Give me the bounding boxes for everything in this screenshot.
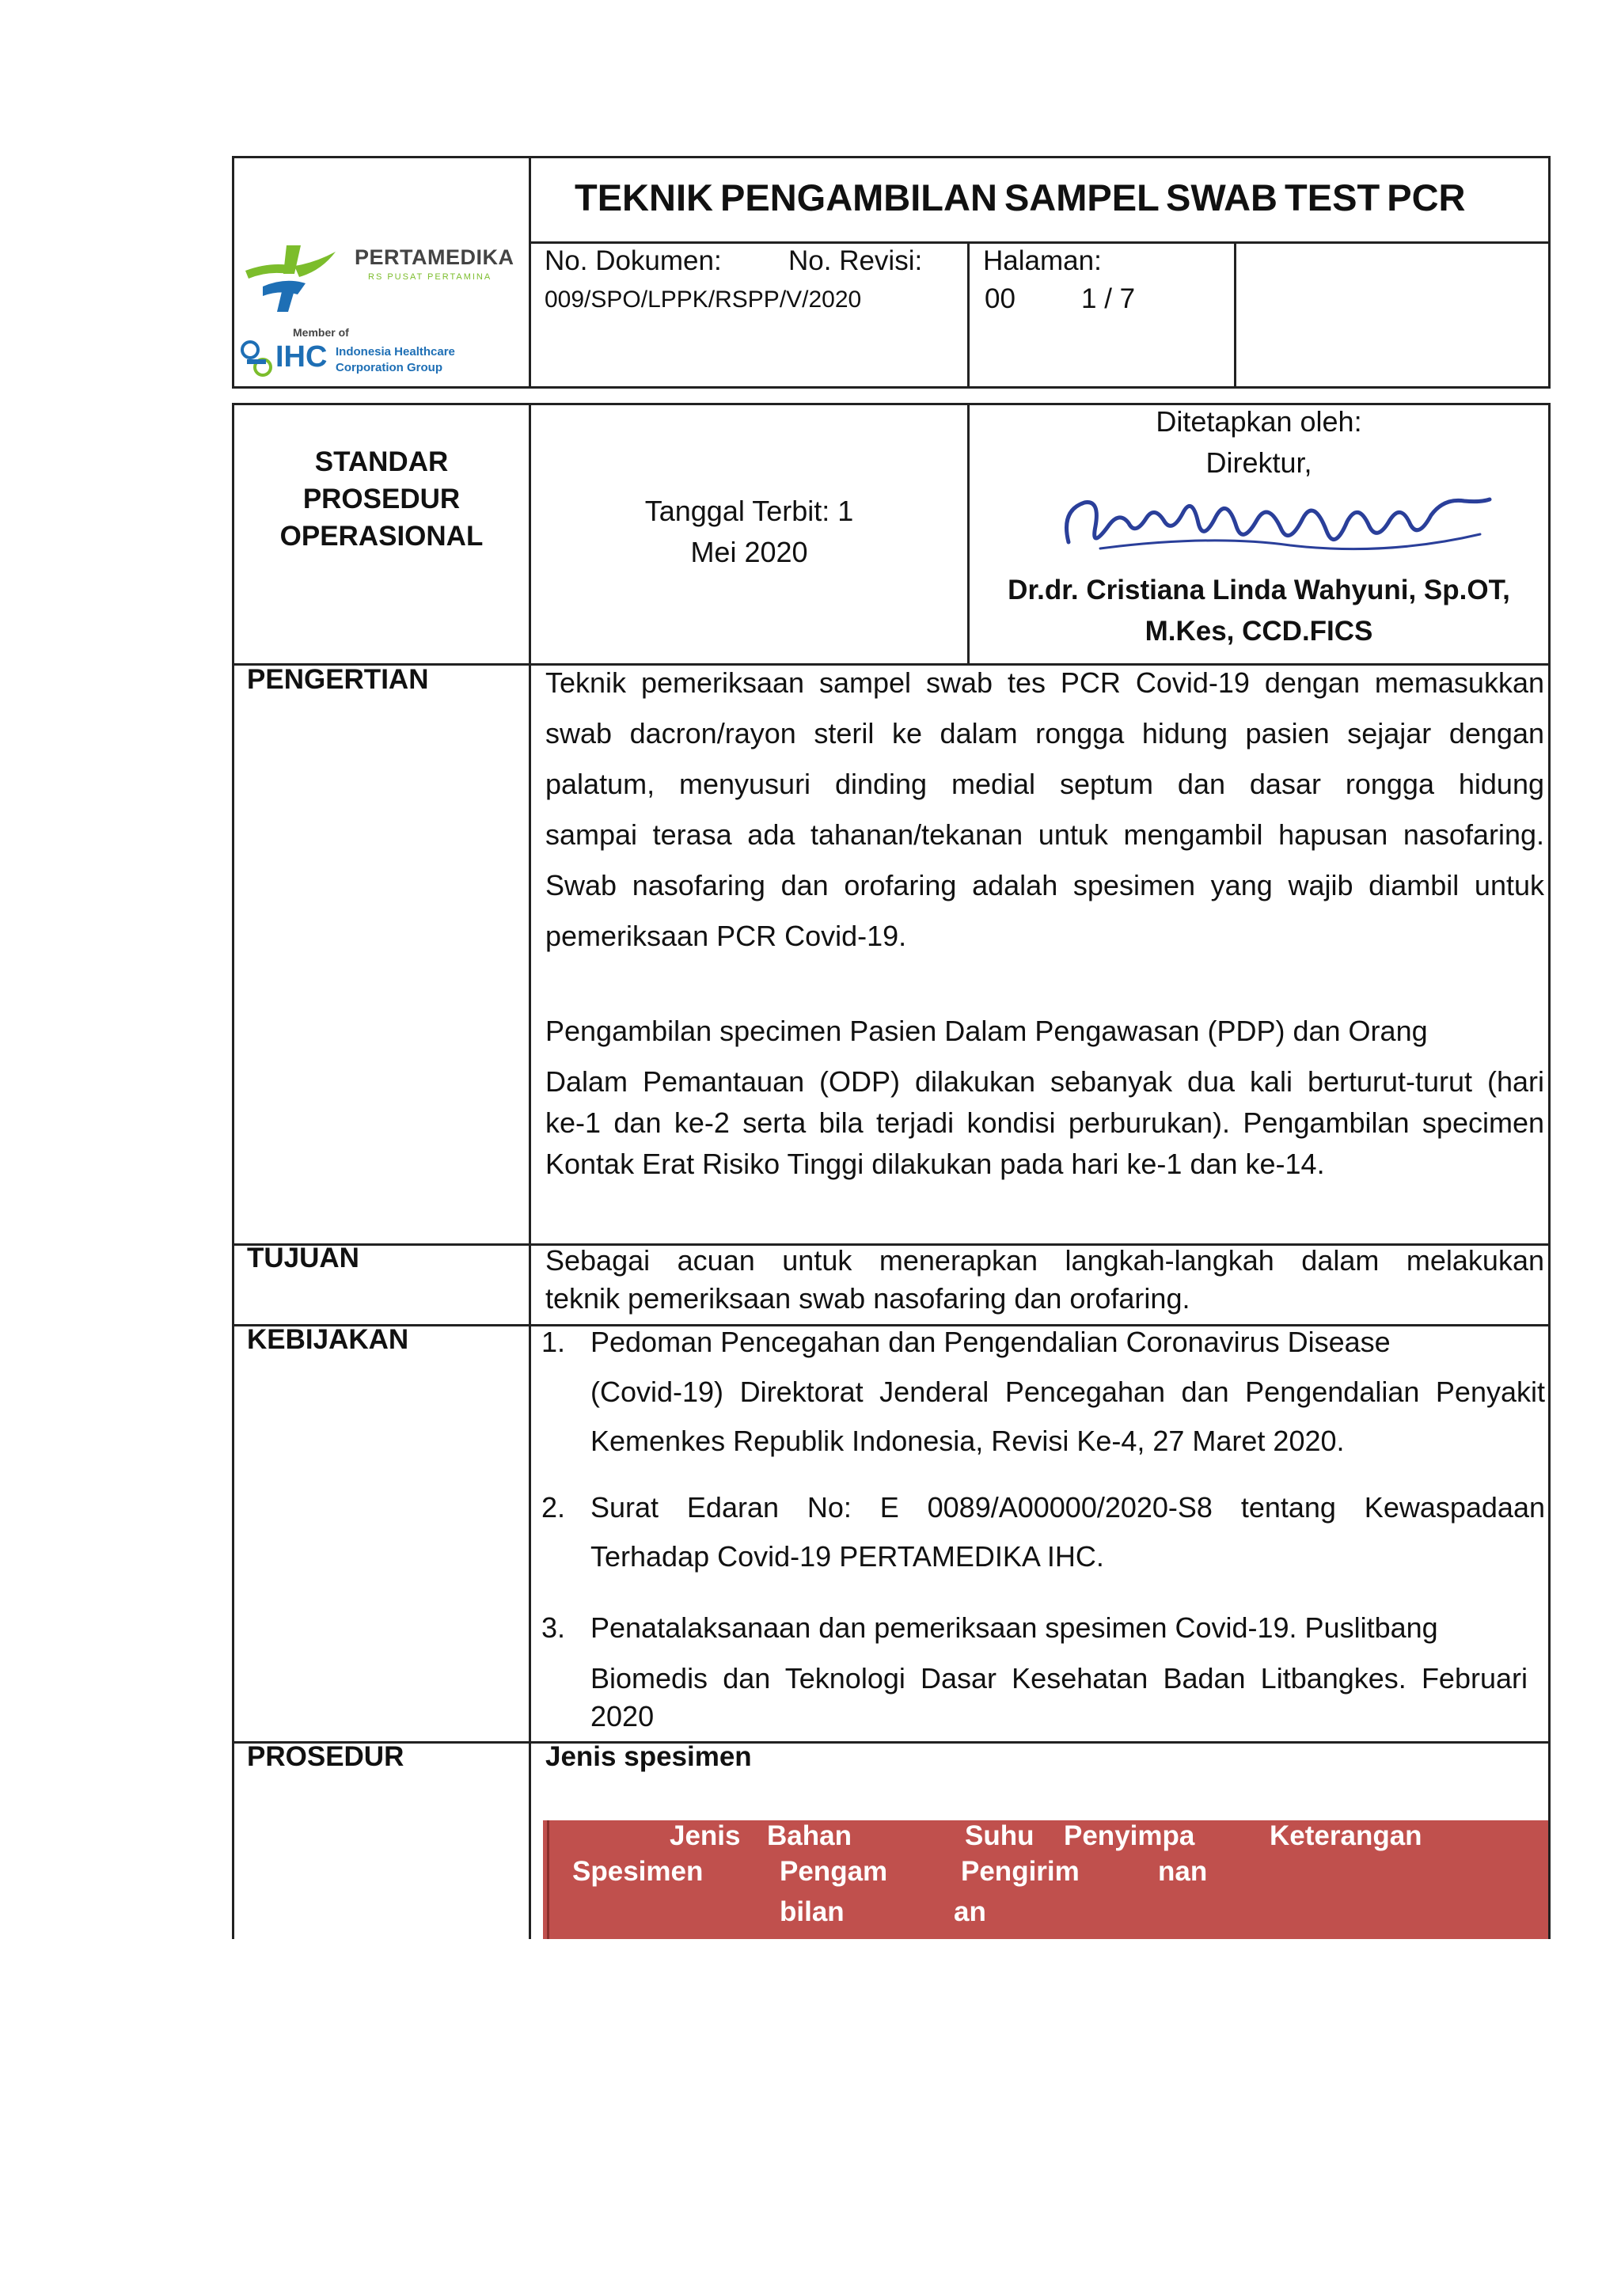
signature xyxy=(1053,479,1496,574)
rule xyxy=(232,156,234,389)
header-cell-jenis: Jenis xyxy=(670,1820,741,1851)
specimen-table-edge xyxy=(540,1820,543,1939)
pertamedika-brand: PERTAMEDIKA xyxy=(355,245,514,269)
pengertian-line: Teknik pemeriksaan sampel swab tes PCR Covid-19 dengan memasukkan xyxy=(545,666,1544,699)
specimen-table-edge xyxy=(547,1820,549,1939)
rule xyxy=(232,663,1551,666)
pengertian-line: Pengambilan specimen Pasien Dalam Pengawasan (PDP) dan Orang xyxy=(545,1015,1428,1047)
rule xyxy=(1548,663,1551,1939)
header-cell-suhu: Suhu xyxy=(965,1820,1034,1851)
rule xyxy=(1234,241,1236,389)
tujuan-line: teknik pemeriksaan swab nasofaring dan orofaring. xyxy=(545,1282,1190,1315)
rule xyxy=(529,663,531,1939)
rule xyxy=(232,386,1551,389)
doc-number-label: No. Dokumen: xyxy=(545,245,722,276)
kebijakan-line: Surat Edaran No: E 0089/A00000/2020-S8 tentang Kewaspadaan xyxy=(590,1491,1545,1524)
ihc-wordmark: IHC xyxy=(275,340,328,374)
kebijakan-line: Biomedis dan Teknologi Dasar Kesehatan Badan Litbangkes. Februari xyxy=(590,1662,1528,1694)
tujuan-line: Sebagai acuan untuk menerapkan langkah-langkah dalam melakukan xyxy=(545,1244,1544,1277)
kebijakan-line: Penatalaksanaan dan pemeriksaan spesimen Covid-19. Puslitbang xyxy=(590,1611,1438,1644)
tujuan-label: TUJUAN xyxy=(247,1243,359,1273)
signatory-name-line: Dr.dr. Cristiana Linda Wahyuni, Sp.OT, xyxy=(1008,575,1510,605)
header-cell-spesimen: Spesimen xyxy=(572,1856,704,1887)
revision-label: No. Revisi: xyxy=(788,245,923,276)
pengertian-line: palatum, menyusuri dinding medial septum dan dasar rongga hidung xyxy=(545,768,1544,800)
sop-line: STANDAR xyxy=(314,446,449,477)
pengertian-line: swab dacron/rayon steril ke dalam rongga hidung pasien sejajar dengan xyxy=(545,717,1544,750)
pertamedika-mark-icon xyxy=(239,239,342,314)
pengertian-line: sampai terasa ada tahanan/tekanan untuk mengambil hapusan nasofaring. xyxy=(545,818,1544,851)
kebijakan-label: KEBIJAKAN xyxy=(247,1324,409,1355)
signatory-name-line: M.Kes, CCD.FICS xyxy=(1145,616,1373,647)
pengertian-line: Kontak Erat Risiko Tinggi dilakukan pada hari ke-1 dan ke-14. xyxy=(545,1148,1325,1180)
header-cell-an: an xyxy=(954,1896,986,1927)
pengertian-line: Swab nasofaring dan orofaring adalah spesimen yang wajib diambil untuk xyxy=(545,869,1544,901)
kebijakan-line: Terhadap Covid-19 PERTAMEDIKA IHC. xyxy=(590,1540,1104,1573)
signatory-name xyxy=(970,570,1548,652)
sop-line: OPERASIONAL xyxy=(279,521,484,552)
pengertian-line: pemeriksaan PCR Covid-19. xyxy=(545,920,907,952)
pertamedika-sub: RS PUSAT PERTAMINA xyxy=(368,272,492,282)
ihc-mark-icon xyxy=(239,339,274,380)
kebijakan-item-number: 2. xyxy=(541,1491,566,1524)
pertamedika-logo xyxy=(237,237,524,384)
header-cell-pengam: Pengam xyxy=(780,1856,888,1887)
kebijakan-line: 2020 xyxy=(590,1700,655,1732)
rule xyxy=(1548,403,1551,666)
rule xyxy=(529,241,1551,244)
prosedur-label: PROSEDUR xyxy=(247,1741,404,1772)
kebijakan-item-number: 1. xyxy=(541,1326,566,1358)
issue-date-line: Mei 2020 xyxy=(690,536,808,568)
header-cell-bilan: bilan xyxy=(780,1896,845,1927)
member-of-label: Member of xyxy=(293,326,349,339)
document-title: TEKNIK PENGAMBILAN SAMPEL SWAB TEST PCR xyxy=(575,176,1466,218)
rule xyxy=(1548,156,1551,389)
header-cell-penyimpa: Penyimpa xyxy=(1064,1820,1195,1851)
pengertian-line: ke-1 dan ke-2 serta bila terjadi kondisi perburukan). Pengambilan specimen xyxy=(545,1106,1544,1139)
set-by-label: Ditetapkan oleh: xyxy=(1156,405,1362,438)
doc-number-value: 009/SPO/LPPK/RSPP/V/2020 xyxy=(545,287,862,313)
revision-value: 00 xyxy=(985,283,1015,314)
rule xyxy=(232,156,1551,158)
kebijakan-line: (Covid-19) Direktorat Jenderal Pencegahan dan Pengendalian Penyakit xyxy=(590,1376,1545,1408)
page-value: 1 / 7 xyxy=(1081,283,1136,314)
kebijakan-item-number: 3. xyxy=(541,1611,566,1644)
issue-date xyxy=(531,491,967,573)
ihc-caption-line2: Corporation Group xyxy=(336,361,442,374)
header-cell-bahan: Bahan xyxy=(767,1820,852,1851)
prosedur-subheading: Jenis spesimen xyxy=(545,1741,752,1772)
sop-label xyxy=(234,443,529,555)
ihc-caption-line1: Indonesia Healthcare xyxy=(336,345,455,359)
rule xyxy=(232,663,234,1939)
pengertian-line: Dalam Pemantauan (ODP) dilakukan sebanyak dua kali berturut-turut (hari xyxy=(545,1065,1544,1098)
header-cell-nan: nan xyxy=(1158,1856,1208,1887)
sop-line: PROSEDUR xyxy=(302,484,461,514)
kebijakan-line: Pedoman Pencegahan dan Pengendalian Coronavirus Disease xyxy=(590,1326,1391,1358)
header-cell-pengirim: Pengirim xyxy=(961,1856,1080,1887)
rule xyxy=(529,156,531,389)
role-label: Direktur, xyxy=(1205,446,1312,479)
page-label: Halaman: xyxy=(983,245,1102,276)
issue-date-line: Tanggal Terbit: 1 xyxy=(644,495,854,527)
rule xyxy=(967,241,970,389)
rule xyxy=(232,1741,1551,1744)
kebijakan-line: Kemenkes Republik Indonesia, Revisi Ke-4, 27 Maret 2020. xyxy=(590,1425,1345,1457)
pengertian-label: PENGERTIAN xyxy=(247,664,429,695)
header-cell-keterangan: Keterangan xyxy=(1270,1820,1422,1851)
